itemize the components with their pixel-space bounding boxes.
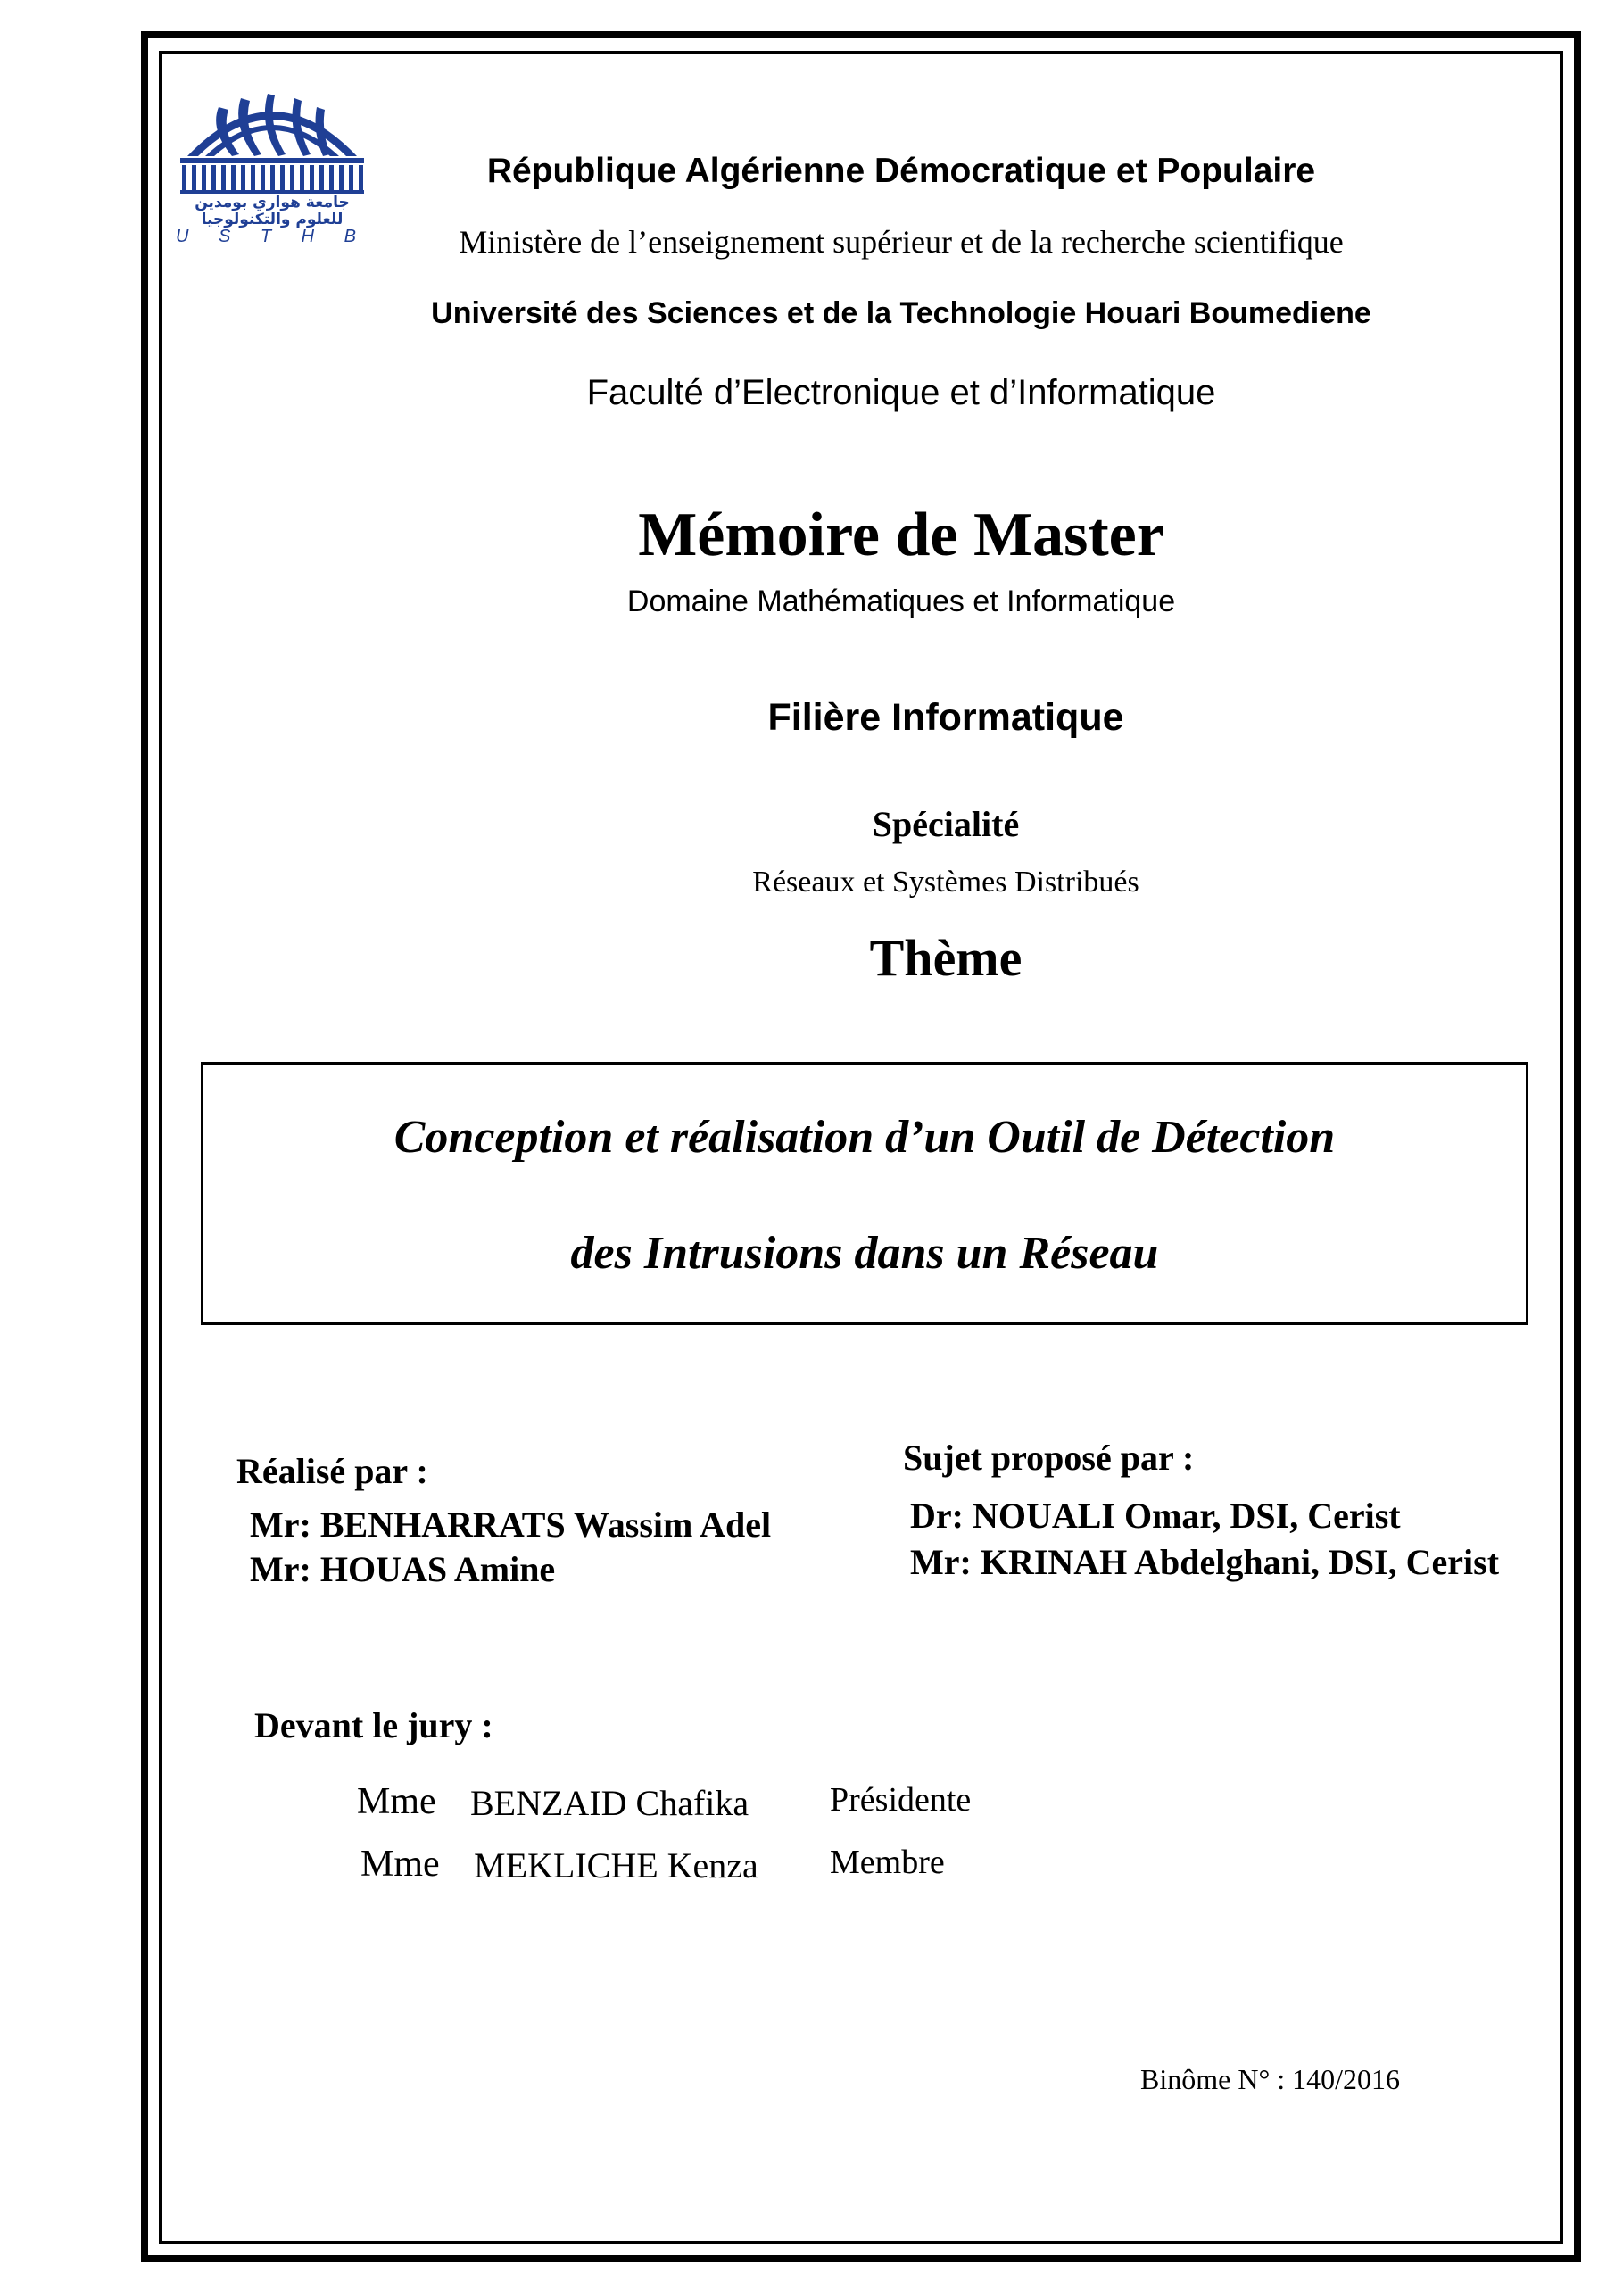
filiere-line: Filière Informatique bbox=[767, 696, 1124, 739]
jury-member-name: BENZAID Chafika bbox=[470, 1783, 749, 1823]
document-type: Mémoire de Master bbox=[638, 501, 1164, 569]
republic-heading: République Algérienne Démocratique et Populaire bbox=[486, 152, 1316, 190]
logo-arabic-line2: للعلوم والتكنولوجيا bbox=[201, 211, 344, 228]
university-heading: Université des Sciences et de la Technologie Houari Boumediene bbox=[431, 296, 1371, 330]
jury-label: Devant le jury : bbox=[254, 1705, 493, 1745]
author-item: Mr: BENHARRATS Wassim Adel bbox=[250, 1504, 772, 1545]
jury-member-title: Mme bbox=[360, 1844, 440, 1885]
theme-label: Thème bbox=[869, 929, 1023, 987]
supervisors-label: Sujet proposé par : bbox=[903, 1438, 1195, 1478]
thesis-title-line1: Conception et réalisation d’un Outil de Détection bbox=[393, 1112, 1336, 1163]
logo-latin-text: U S T H B bbox=[175, 227, 369, 245]
domain-line: Domaine Mathématiques et Informatique bbox=[626, 584, 1176, 618]
ministry-heading: Ministère de l’enseignement supérieur et de la recherche scientifique bbox=[459, 224, 1344, 260]
jury-member-name: MEKLICHE Kenza bbox=[474, 1845, 758, 1886]
title-box bbox=[201, 1062, 1528, 1325]
jury-member-role: Membre bbox=[830, 1844, 945, 1881]
specialite-value: Réseaux et Systèmes Distribués bbox=[752, 866, 1139, 899]
thesis-title-line2: des Intrusions dans un Réseau bbox=[570, 1228, 1159, 1279]
logo-arabic-line1: جامعة هواري بومدين bbox=[195, 194, 350, 211]
usthb-logo bbox=[170, 76, 375, 245]
supervisor-item: Dr: NOUALI Omar, DSI, Cerist bbox=[910, 1496, 1401, 1536]
faculty-heading: Faculté d’Electronique et d’Informatique bbox=[586, 373, 1216, 412]
supervisor-item: Mr: KRINAH Abdelghani, DSI, Cerist bbox=[910, 1542, 1500, 1582]
binome-number: Binôme N° : 140/2016 bbox=[1140, 2063, 1401, 2095]
authors-label: Réalisé par : bbox=[236, 1451, 428, 1491]
specialite-label: Spécialité bbox=[872, 804, 1020, 844]
jury-member-title: Mme bbox=[357, 1781, 436, 1822]
author-item: Mr: HOUAS Amine bbox=[250, 1549, 556, 1589]
jury-member-role: Présidente bbox=[830, 1781, 972, 1819]
